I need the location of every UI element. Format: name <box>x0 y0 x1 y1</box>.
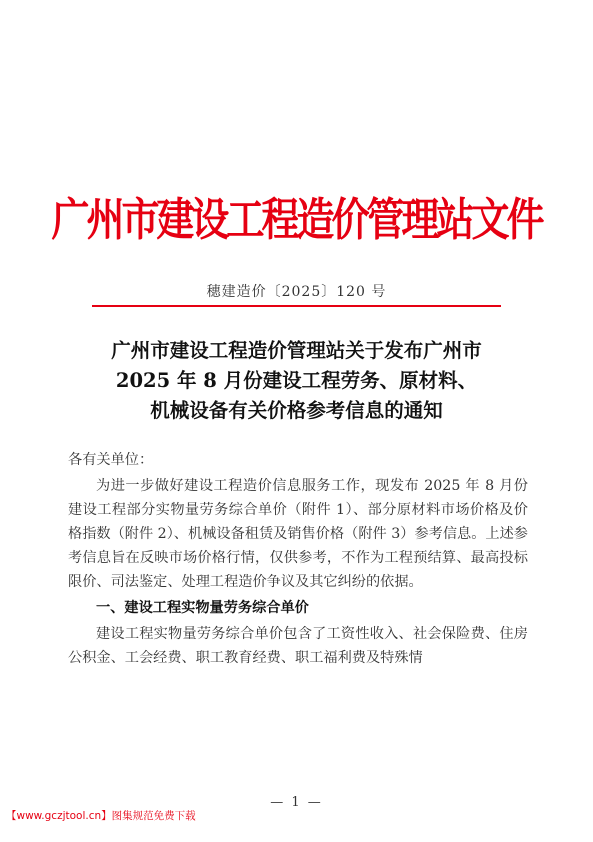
notice-title <box>0 336 593 426</box>
notice-title-line: 机械设备有关价格参考信息的通知 <box>150 399 443 422</box>
notice-title-line: 2025 年 8 月份建设工程劳务、原材料、 <box>115 369 478 392</box>
section-heading: 一、建设工程实物量劳务综合单价 <box>96 600 309 616</box>
page-number: — 1 — <box>270 795 323 810</box>
red-divider-rule <box>92 305 501 307</box>
body-paragraph: 为进一步做好建设工程造价信息服务工作，现发布 2025 年 8 月份建设工程部分实物量劳务综合单价（附件 1）、部分原材料市场价格及价格指数（附件 2）、机械设备租赁及销售价格（附件 3）参考信息。上述参考信息旨在反映市场价格行情，仅供参考，不作为工程预结算、最高投标限价、司法鉴定、处理工程造价争议及其它纠纷的依据。 <box>68 478 528 590</box>
document-number: 穗建造价〔2025〕120 号 <box>206 284 387 300</box>
notice-body <box>68 448 528 670</box>
addressee: 各有关单位： <box>68 452 154 468</box>
notice-title-line: 广州市建设工程造价管理站关于发布广州市 <box>111 339 482 362</box>
download-link[interactable]: 【www.gczjtool.cn】图集规范免费下载 <box>6 810 196 822</box>
section-paragraph: 建设工程实物量劳务综合单价包含了工资性收入、社会保险费、住房公积金、工会经费、职工教育经费、职工福利费及特殊情 <box>68 626 528 666</box>
masthead-title: 广州市建设工程造价管理站文件 <box>51 192 542 246</box>
